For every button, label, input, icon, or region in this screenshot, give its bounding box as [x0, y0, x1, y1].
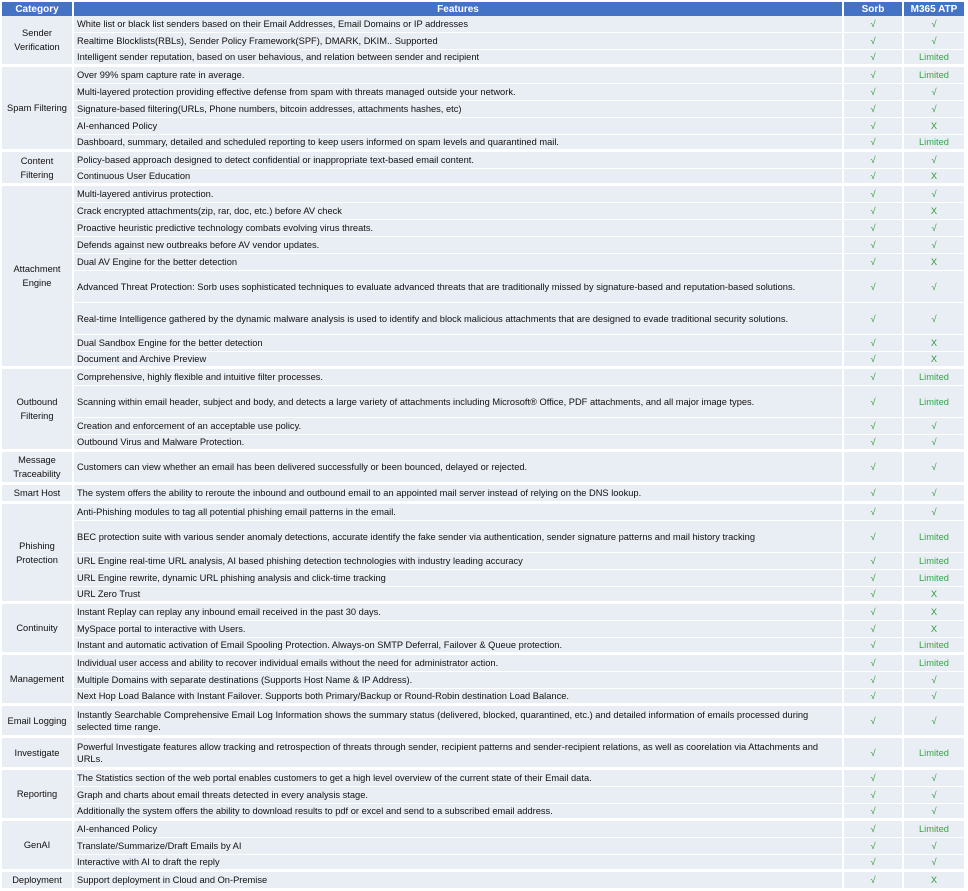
sorb-support-cell: √ [844, 369, 904, 386]
table-row [2, 553, 966, 570]
m365-support-cell: √ [904, 186, 966, 203]
comparison-body [2, 16, 966, 891]
sorb-support-cell: √ [844, 604, 904, 621]
table-row [2, 418, 966, 435]
category-cell: Deployment [2, 872, 74, 891]
feature-cell: Proactive heuristic predictive technology combats evolving virus threats. [74, 220, 844, 237]
m365-support-cell: Limited [904, 738, 966, 770]
table-row [2, 872, 966, 891]
table-row [2, 485, 966, 504]
m365-support-cell: Limited [904, 655, 966, 672]
sorb-support-cell: √ [844, 67, 904, 84]
feature-cell: Comprehensive, highly flexible and intuitive filter processes. [74, 369, 844, 386]
m365-support-cell: √ [904, 435, 966, 452]
table-row [2, 169, 966, 186]
m365-support-cell: Limited [904, 50, 966, 67]
m365-support-cell: X [904, 118, 966, 135]
m365-support-cell: √ [904, 220, 966, 237]
m365-support-cell: √ [904, 452, 966, 485]
table-row [2, 621, 966, 638]
feature-cell: Anti-Phishing modules to tag all potential phishing email patterns in the email. [74, 504, 844, 521]
feature-cell: AI-enhanced Policy [74, 118, 844, 135]
m365-support-cell: √ [904, 303, 966, 335]
feature-cell: Signature-based filtering(URLs, Phone numbers, bitcoin addresses, attachments hashes, etc) [74, 101, 844, 118]
category-cell: Message Traceability [2, 452, 74, 485]
m365-header: M365 ATP [904, 2, 966, 16]
sorb-support-cell: √ [844, 638, 904, 655]
category-cell: Content Filtering [2, 152, 74, 186]
sorb-support-cell: √ [844, 787, 904, 804]
table-row [2, 254, 966, 271]
m365-support-cell: X [904, 169, 966, 186]
table-row [2, 706, 966, 738]
feature-cell: MySpace portal to interactive with Users. [74, 621, 844, 638]
category-cell: Spam Filtering [2, 67, 74, 152]
feature-cell: Multi-layered protection providing effective defense from spam with threats managed outside your network. [74, 84, 844, 101]
category-cell: GenAI [2, 821, 74, 872]
table-row [2, 352, 966, 369]
sorb-support-cell: √ [844, 237, 904, 254]
sorb-support-cell: √ [844, 706, 904, 738]
category-cell: Email Logging [2, 706, 74, 738]
category-cell: Smart Host [2, 485, 74, 504]
feature-cell: BEC protection suite with various sender anomaly detections, accurate identify the fake sender via authentication, sender signature patterns and mail history tracking [74, 521, 844, 553]
feature-cell: Graph and charts about email threats detected in every analysis stage. [74, 787, 844, 804]
feature-cell: Dual Sandbox Engine for the better detection [74, 335, 844, 352]
m365-support-cell: √ [904, 101, 966, 118]
table-row [2, 655, 966, 672]
sorb-support-cell: √ [844, 203, 904, 220]
m365-support-cell: X [904, 872, 966, 891]
category-cell: Continuity [2, 604, 74, 655]
sorb-support-cell: √ [844, 504, 904, 521]
table-row [2, 67, 966, 84]
table-row [2, 220, 966, 237]
sorb-support-cell: √ [844, 33, 904, 50]
sorb-support-cell: √ [844, 84, 904, 101]
sorb-support-cell: √ [844, 135, 904, 152]
category-cell: Attachment Engine [2, 186, 74, 369]
m365-support-cell: √ [904, 706, 966, 738]
m365-support-cell: √ [904, 804, 966, 821]
feature-cell: Dashboard, summary, detailed and scheduled reporting to keep users informed on spam levels and quarantined mail. [74, 135, 844, 152]
table-row [2, 369, 966, 386]
sorb-support-cell: √ [844, 621, 904, 638]
table-row [2, 271, 966, 303]
m365-support-cell: X [904, 335, 966, 352]
m365-support-cell: X [904, 254, 966, 271]
table-row [2, 838, 966, 855]
m365-support-cell: Limited [904, 521, 966, 553]
table-row [2, 16, 966, 33]
feature-cell: Creation and enforcement of an acceptable use policy. [74, 418, 844, 435]
table-row [2, 821, 966, 838]
m365-support-cell: Limited [904, 553, 966, 570]
feature-cell: Multiple Domains with separate destinations (Supports Host Name & IP Address). [74, 672, 844, 689]
feature-cell: Individual user access and ability to recover individual emails without the need for administrator action. [74, 655, 844, 672]
feature-cell: Instant Replay can replay any inbound email received in the past 30 days. [74, 604, 844, 621]
feature-cell: The system offers the ability to reroute the inbound and outbound email to an appointed mail server instead of relying on the DNS lookup. [74, 485, 844, 504]
table-row [2, 118, 966, 135]
m365-support-cell: √ [904, 787, 966, 804]
sorb-support-cell: √ [844, 352, 904, 369]
sorb-support-cell: √ [844, 521, 904, 553]
feature-cell: URL Zero Trust [74, 587, 844, 604]
feature-cell: Customers can view whether an email has been delivered successfully or been bounced, delayed or rejected. [74, 452, 844, 485]
m365-support-cell: X [904, 587, 966, 604]
table-row [2, 521, 966, 553]
feature-cell: Dual AV Engine for the better detection [74, 254, 844, 271]
category-cell: Investigate [2, 738, 74, 770]
feature-cell: Instantly Searchable Comprehensive Email Log Information shows the summary status (delivered, blocked, quarantined, etc.) and detailed information of emails processed during selected time range. [74, 706, 844, 738]
sorb-support-cell: √ [844, 804, 904, 821]
table-row [2, 84, 966, 101]
sorb-support-cell: √ [844, 738, 904, 770]
sorb-support-cell: √ [844, 418, 904, 435]
feature-cell: URL Engine real-time URL analysis, AI based phishing detection technologies with industry leading accuracy [74, 553, 844, 570]
feature-cell: Defends against new outbreaks before AV vendor updates. [74, 237, 844, 254]
table-row [2, 804, 966, 821]
feature-cell: Outbound Virus and Malware Protection. [74, 435, 844, 452]
sorb-support-cell: √ [844, 553, 904, 570]
sorb-support-cell: √ [844, 169, 904, 186]
feature-cell: Powerful Investigate features allow tracking and retrospection of threats through sender, recipient patterns and sender-recipient relations, as well as coorelation via Attachments and URLs. [74, 738, 844, 770]
table-row [2, 186, 966, 203]
table-row [2, 638, 966, 655]
table-row [2, 770, 966, 787]
m365-support-cell: √ [904, 271, 966, 303]
sorb-support-cell: √ [844, 821, 904, 838]
sorb-support-cell: √ [844, 452, 904, 485]
table-row [2, 386, 966, 418]
feature-cell: Advanced Threat Protection: Sorb uses sophisticated techniques to evaluate advanced threats that are traditionally missed by signature-based and reputation-based solutions. [74, 271, 844, 303]
table-row [2, 855, 966, 872]
feature-cell: Document and Archive Preview [74, 352, 844, 369]
category-header: Category [2, 2, 74, 16]
sorb-support-cell: √ [844, 16, 904, 33]
m365-support-cell: √ [904, 485, 966, 504]
sorb-support-cell: √ [844, 570, 904, 587]
feature-cell: URL Engine rewrite, dynamic URL phishing analysis and click-time tracking [74, 570, 844, 587]
m365-support-cell: X [904, 604, 966, 621]
table-row [2, 303, 966, 335]
m365-support-cell: X [904, 352, 966, 369]
table-row [2, 203, 966, 220]
sorb-support-cell: √ [844, 770, 904, 787]
feature-cell: Translate/Summarize/Draft Emails by AI [74, 838, 844, 855]
m365-support-cell: √ [904, 838, 966, 855]
feature-cell: Over 99% spam capture rate in average. [74, 67, 844, 84]
sorb-support-cell: √ [844, 254, 904, 271]
category-cell: Management [2, 655, 74, 706]
m365-support-cell: Limited [904, 67, 966, 84]
m365-support-cell: Limited [904, 386, 966, 418]
m365-support-cell: X [904, 621, 966, 638]
m365-support-cell: X [904, 203, 966, 220]
m365-support-cell: Limited [904, 369, 966, 386]
feature-cell: Intelligent sender reputation, based on user behavious, and relation between sender and recipient [74, 50, 844, 67]
sorb-support-cell: √ [844, 689, 904, 706]
sorb-support-cell: √ [844, 386, 904, 418]
feature-cell: Support deployment in Cloud and On-Premise [74, 872, 844, 891]
feature-cell: White list or black list senders based on their Email Addresses, Email Domains or IP addresses [74, 16, 844, 33]
table-row [2, 689, 966, 706]
sorb-support-cell: √ [844, 587, 904, 604]
m365-support-cell: Limited [904, 135, 966, 152]
m365-support-cell: √ [904, 237, 966, 254]
m365-support-cell: Limited [904, 570, 966, 587]
sorb-support-cell: √ [844, 872, 904, 891]
category-cell: Reporting [2, 770, 74, 821]
comparison-table [2, 2, 966, 891]
sorb-support-cell: √ [844, 186, 904, 203]
category-cell: Outbound Filtering [2, 369, 74, 452]
table-row [2, 152, 966, 169]
header-row [2, 2, 966, 16]
m365-support-cell: √ [904, 152, 966, 169]
sorb-support-cell: √ [844, 485, 904, 504]
category-cell: Phishing Protection [2, 504, 74, 604]
sorb-support-cell: √ [844, 101, 904, 118]
sorb-support-cell: √ [844, 335, 904, 352]
feature-cell: The Statistics section of the web portal enables customers to get a high level overview of the current state of their Email data. [74, 770, 844, 787]
feature-cell: Real-time Intelligence gathered by the dynamic malware analysis is used to identify and block malicious attachments that are designed to evade traditional security solutions. [74, 303, 844, 335]
table-row [2, 50, 966, 67]
feature-cell: Scanning within email header, subject and body, and detects a large variety of attachments including Microsoft® Office, PDF attachments, and all major image types. [74, 386, 844, 418]
features-header: Features [74, 2, 844, 16]
m365-support-cell: √ [904, 84, 966, 101]
feature-cell: Multi-layered antivirus protection. [74, 186, 844, 203]
sorb-support-cell: √ [844, 271, 904, 303]
sorb-support-cell: √ [844, 655, 904, 672]
sorb-support-cell: √ [844, 435, 904, 452]
sorb-support-cell: √ [844, 855, 904, 872]
feature-cell: Instant and automatic activation of Email Spooling Protection. Always-on SMTP Deferral, Failover & Queue protection. [74, 638, 844, 655]
m365-support-cell: √ [904, 689, 966, 706]
table-row [2, 504, 966, 521]
table-row [2, 237, 966, 254]
feature-cell: Continuous User Education [74, 169, 844, 186]
sorb-header: Sorb [844, 2, 904, 16]
table-row [2, 101, 966, 118]
table-row [2, 672, 966, 689]
sorb-support-cell: √ [844, 50, 904, 67]
table-row [2, 604, 966, 621]
table-row [2, 135, 966, 152]
m365-support-cell: √ [904, 33, 966, 50]
sorb-support-cell: √ [844, 672, 904, 689]
m365-support-cell: √ [904, 16, 966, 33]
sorb-support-cell: √ [844, 838, 904, 855]
table-row [2, 570, 966, 587]
m365-support-cell: √ [904, 855, 966, 872]
m365-support-cell: √ [904, 504, 966, 521]
table-row [2, 33, 966, 50]
m365-support-cell: Limited [904, 821, 966, 838]
table-row [2, 335, 966, 352]
feature-cell: Realtime Blocklists(RBLs), Sender Policy Framework(SPF), DMARK, DKIM.. Supported [74, 33, 844, 50]
feature-cell: Policy-based approach designed to detect confidential or inappropriate text-based email content. [74, 152, 844, 169]
m365-support-cell: Limited [904, 638, 966, 655]
sorb-support-cell: √ [844, 118, 904, 135]
feature-cell: Additionally the system offers the ability to download results to pdf or excel and send to a subscribed email address. [74, 804, 844, 821]
sorb-support-cell: √ [844, 152, 904, 169]
feature-cell: Crack encrypted attachments(zip, rar, doc, etc.) before AV check [74, 203, 844, 220]
feature-cell: Interactive with AI to draft the reply [74, 855, 844, 872]
sorb-support-cell: √ [844, 220, 904, 237]
sorb-support-cell: √ [844, 303, 904, 335]
feature-cell: AI-enhanced Policy [74, 821, 844, 838]
m365-support-cell: √ [904, 770, 966, 787]
table-row [2, 738, 966, 770]
table-row [2, 587, 966, 604]
table-row [2, 452, 966, 485]
category-cell: Sender Verification [2, 16, 74, 67]
m365-support-cell: √ [904, 418, 966, 435]
table-row [2, 787, 966, 804]
m365-support-cell: √ [904, 672, 966, 689]
feature-cell: Next Hop Load Balance with Instant Failover. Supports both Primary/Backup or Round-Robin destination Load Balance. [74, 689, 844, 706]
table-row [2, 435, 966, 452]
